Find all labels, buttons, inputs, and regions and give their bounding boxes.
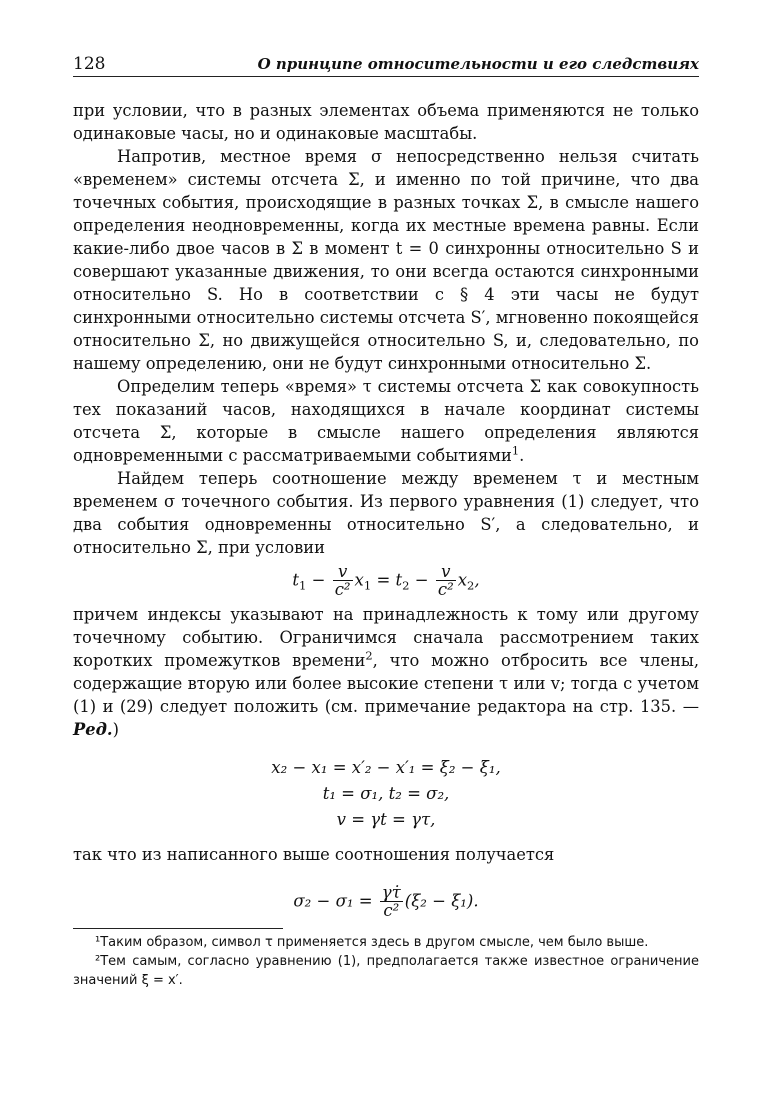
paragraph-6: так что из написанного выше соотношения получается [73,844,555,864]
eq1-t1: t [292,570,299,590]
equation-simultaneity: $t_1$ − $\frac{v}{\text{c²}}$ $x_1 = t_2$ − $\frac{v}{\text{c²}}$ $x_2$, [292,562,480,600]
equation-line-3: v = γt = γτ, [336,809,436,829]
equation-system [73,755,699,833]
fraction-v-c2-b: $\frac{v}{\text{c²}}$ [437,562,454,600]
paragraph-5b: , что можно отбросить все члены, содержащие вторую или более высокие степени τ или v; тогда с учетом (1) и (29) следует положить (см. примечание редактора на стр. 135. — [73,650,699,716]
footnote-2: ²Тем самым, согласно уравнению (1), предполагается также известное ограничение значений ξ = x′. [73,954,699,988]
footnote-ref-1: 1 [511,443,520,458]
editor-note: Ред. [73,719,113,739]
footnotes [73,933,699,990]
eq3-right: (ξ₂ − ξ₁). [404,890,479,910]
footnote-divider [73,928,283,929]
fraction-v-c2-a: $\frac{v}{\text{c²}}$ [334,562,351,600]
paragraph-3 [73,375,699,467]
equation-time-relation [73,884,699,920]
equation-line-1: x₂ − x₁ = x′₂ − x′₁ = ξ₂ − ξ₁, [271,757,501,777]
page-header [73,52,699,77]
page-number: 128 [73,54,106,74]
paragraph-5 [73,603,699,741]
paragraph-3-end: . [519,446,525,465]
eq3-left: σ₂ − σ₁ = [293,890,373,910]
footnote-1: ¹Таким образом, символ τ применяется здесь в другом смысле, чем было выше. [95,935,649,950]
fraction-gamma-tau: $\frac{\gamma\tau̇}{\text{c²}}$ [381,882,401,920]
paragraph-5-end: ) [112,719,119,739]
paragraph-4: Найдем теперь соотношение между временем τ и местным временем σ точечного события. Из первого уравнения (1) следует, что два события одновременны относительно S′, а следовательно, и относительно Σ, при условии [73,469,699,557]
paragraph-5a: причем индексы указывают на принадлежность к тому или другому точечному событию. Ограничимся сначала рассмотрением таких коротких промежутков времени [73,604,699,670]
paragraph-2: Напротив, местное время σ непосредственно нельзя считать «временем» системы отсчета Σ, и именно по той причине, что два точечных события, происходящие в разных точках Σ, в смысле нашего определения неодновременны, когда их местные времена равны. Если какие-либо двое часов в Σ в момент t = 0 синхронны относительно S и совершают указанные движения, то они всегда остаются синхронными относительно S. Но в соответствии с § 4 эти часы не будут синхронными относительно системы отсчета S′, мгновенно покоящейся относительно Σ, но движущейся относительно S, и, следовательно, по нашему определению, они не будут синхронными относительно Σ. [73,147,699,373]
footnote-ref-2: 2 [365,648,373,663]
main-text [73,99,699,919]
paragraph-1: при условии, что в разных элементах объема применяются не только одинаковые часы, но и одинаковые масштабы. [73,101,699,143]
paragraph-3-text: Определим теперь «время» τ системы отсчета Σ как совокупность тех показаний часов, находящихся в начале координат системы отсчета Σ, которые в смысле нашего определения являются одновременными с рассматриваемыми событиями [73,377,699,465]
equation-line-2: t₁ = σ₁, t₂ = σ₂, [322,783,450,803]
running-title: О принципе относительности и его следствиях [257,55,699,73]
